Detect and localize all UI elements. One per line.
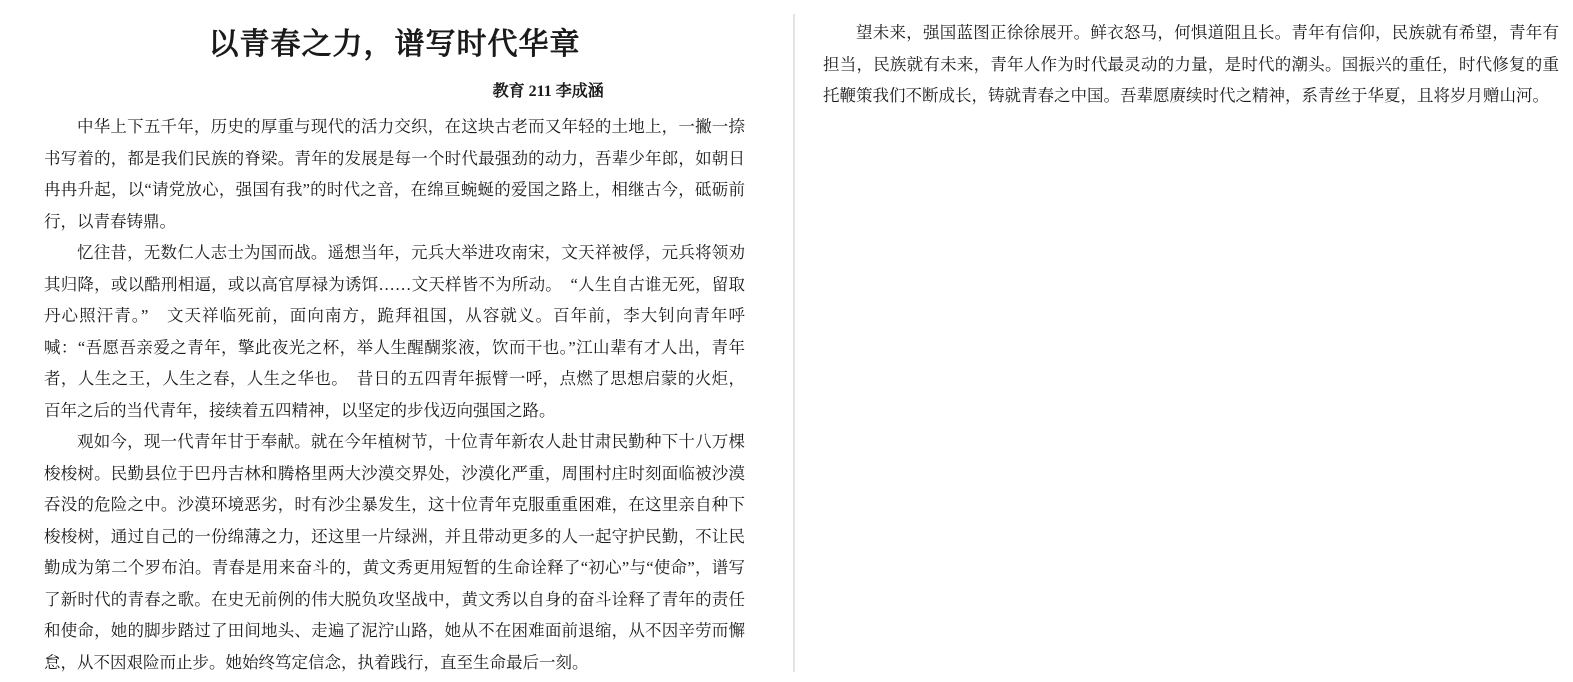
page-1-body (44, 111, 745, 678)
paragraph-3: 观如今，现一代青年甘于奉献。就在今年植树节，十位青年新农人赴甘肃民勤种下十八万棵梭梭树。民勤县位于巴丹吉林和腾格里两大沙漠交界处，沙漠化严重，周围村庄时刻面临被沙漠吞没的危险之中。沙漠环境恶劣，时有沙尘暴发生，这十位青年克服重重困难，在这里亲自种下梭梭树，通过自己的一份绵薄之力，还这里一片绿洲，并且带动更多的人一起守护民勤，不让民勤成为第二个罗布泊。青春是用来奋斗的，黄文秀更用短暂的生命诠释了“初心”与“使命”，谱写了新时代的青春之歌。在史无前例的伟大脱负攻坚战中，黄文秀以自身的奋斗诠释了青年的责任和使命，她的脚步踏过了田间地头、走遍了泥泞山路，她从不在困难面前退缩，从不因辛劳而懈怠，从不因艰险而止步。她始终笃定信念，执着践行，直至生命最后一刻。 (44, 432, 745, 672)
paragraph-2: 忆往昔，无数仁人志士为国而战。遥想当年，元兵大举进攻南宋，文天祥被俘，元兵将领劝其归降，或以酷刑相逼，或以高官厚禄为诱饵……文天样皆不为所动。 “人生自古谁无死，留取丹心照汗青。” 文天祥临死前，面向南方，跪拜祖国，从容就义。百年前，李大钊向青年呼喊：“吾愿吾亲爱之青年，擎此夜光之杯，举人生醒醐浆液，饮而干也。”江山辈有才人出，青年者，人生之王，人生之春，人生之华也。 昔日的五四青年振臂一呼，点燃了思想启蒙的火炬，百年之后的当代青年，接续着五四精神，以坚定的步伐迈向强国之路。 (44, 243, 745, 420)
paragraph-4: 望未来，强国蓝图正徐徐展开。鲜衣怒马，何惧道阻且长。青年有信仰，民族就有希望，青年有担当，民族就有未来，青年人作为时代最灵动的力量，是时代的潮头。国振兴的重任，时代修复的重托鞭策我们不断成长，铸就青春之中国。吾辈愿赓续时代之精神，系青丝于华夏，且将岁月赠山河。 (823, 23, 1559, 105)
page-2 (795, 0, 1573, 682)
author-line: 教育 211 李成涵 (492, 83, 604, 100)
paragraph-1: 中华上下五千年，历史的厚重与现代的活力交织，在这块古老而又年轻的土地上，一撇一捺书写着的，都是我们民族的脊梁。青年的发展是每一个时代最强劲的动力，吾辈少年郎，如朝日冉冉升起，以“请党放心，强国有我”的时代之音，在绵亘蜿蜒的爱国之路上，相继古今，砥砺前行，以青春铸鼎。 (44, 117, 745, 231)
document-title: 以青春之力，谱写时代华章 (208, 28, 581, 61)
